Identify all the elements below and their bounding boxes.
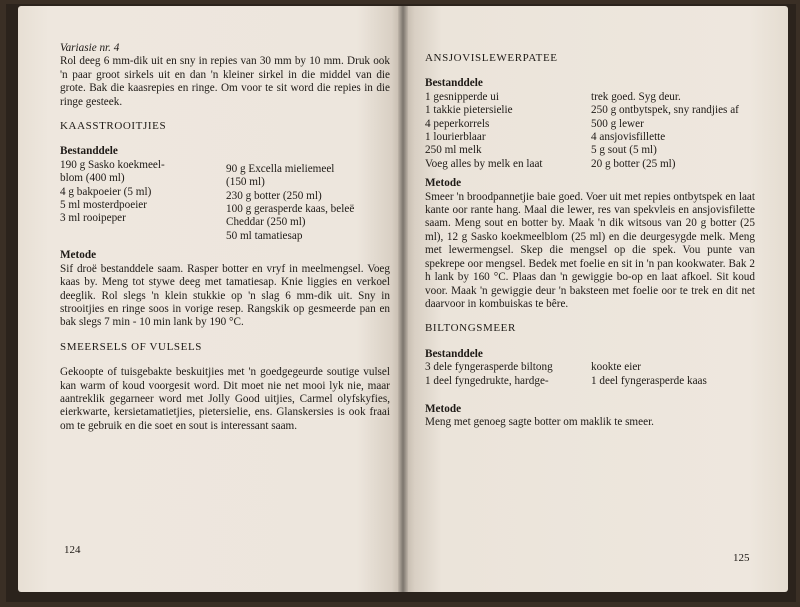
right-page — [403, 6, 788, 592]
ingredient-item: 1 gesnipperde ui — [425, 90, 499, 103]
section-title-smeersels: SMEERSELS OF VULSELS — [60, 340, 202, 353]
ingredient-item: kookte eier — [591, 361, 642, 374]
left-page-content — [60, 42, 390, 433]
ingredient-item: 3 dele fyngerasperde biltong — [425, 361, 553, 374]
method-text: Meng met genoeg sagte botter om maklik te smeer. — [425, 416, 654, 429]
ingredients-list — [60, 159, 390, 243]
variation-title: Variasie nr. 4 — [60, 42, 120, 54]
recipe-title-kaasstrooitjies: KAASSTROOITJIES — [60, 120, 167, 133]
section-text: Gekoopte of tuisgebakte beskuitjies met 'n goedgegeurde soutige vulsel kan warm of koud voorgesit word. Dit moet nie net mooi lyk nie, maar aantreklik gegarneer word met Jolly Good uitjies, Carmel olyfskyfies, eierkwarte, kersietamatietjies, pietersielie, ens. Glanskersies is ook fraai om te gebruik en die soet en sout is interessant saam. — [60, 366, 390, 432]
ingredient-item: (150 ml) — [226, 176, 265, 189]
ingredient-item: 100 g gerasperde kaas, beleë — [226, 203, 355, 216]
ingredient-item: 190 g Sasko koekmeel- — [60, 158, 165, 171]
ingredients-column-1 — [425, 361, 591, 388]
ingredient-item: 90 g Excella mieliemeel — [226, 162, 335, 175]
ingredients-column-2 — [591, 91, 739, 171]
left-page — [18, 6, 403, 592]
page-number-left: 124 — [64, 544, 81, 556]
ingredient-item: 4 g bakpoeier (5 ml) — [60, 185, 152, 198]
ingredients-heading: Bestanddele — [60, 145, 118, 158]
ingredient-item: 5 g sout (5 ml) — [591, 144, 657, 157]
ingredients-heading: Bestanddele — [425, 347, 483, 360]
ingredient-item: 250 g ontbytspek, sny randjies af — [591, 104, 739, 117]
variation-text: Rol deeg 6 mm-dik uit en sny in repies van 30 mm by 10 mm. Druk ook 'n paar groot sirkels uit en dan 'n kleiner sirkel in die middel van die grote. Bak die kaasrepies en ringe. Om voor te sit word die repies in die ringe gesteek. — [60, 55, 390, 108]
ingredient-item: 1 lourierblaar — [425, 131, 486, 144]
ingredients-column-2 — [591, 361, 707, 388]
ingredient-item: Voeg alles by melk en laat — [425, 157, 543, 170]
method-text: Sif droë bestanddele saam. Rasper botter en vryf in meelmengsel. Voeg kaas by. Meng tot stywe deeg met tamatiesap. Knie liggies en verkoel deeglik. Rol slegs 'n klein stukkie op 'n slag 6 mm-dik uit. Sny in strooitjies en ringe soos in vorige resep. Rangskik op gesmeerde pan en bak slegs 7 min - 10 min lank by 190 °C. — [60, 262, 390, 329]
method-heading: Metode — [60, 249, 97, 262]
spacer — [425, 388, 755, 397]
right-page-content — [425, 52, 755, 430]
ingredients-heading: Bestanddele — [425, 77, 483, 90]
ingredient-item: 230 g botter (250 ml) — [226, 189, 322, 202]
ingredients-column-1 — [60, 159, 226, 243]
method-text: Smeer 'n broodpannetjie baie goed. Voer uit met repies ontbytspek en laat kante oor rante hang. Maal die lewer, res van spekvleis en ansjovisfilette saam. Meng sout en botter by. Maak 'n dik witsous van 20 g botter (25 ml), 12 g Sasko koekmeelblom (25 ml) en die deurgesygde melk. Meng met lewermengsel. Skep die mengsel op die spek. Vou punte van spekrepe oor mengsel. Bedek met foelie en sit in 'n pan kookwater. Bak 2 h lank by 160 °C. Plaas dan 'n gewiggie bo-op en laat afkoel. Sit koud voor. Maak 'n gewiggie deur 'n baksteen met foelie oor te trek en dit net daarvoor in kombuiskas te bêre. — [425, 190, 755, 310]
ingredient-item: 50 ml tamatiesap — [226, 229, 303, 242]
ingredient-item: 1 deel fyngerasperde kaas — [591, 374, 707, 387]
book-gutter — [398, 6, 408, 592]
ingredient-item: blom (400 ml) — [60, 172, 125, 185]
ingredients-column-2 — [226, 159, 354, 243]
ingredient-item: 3 ml rooipeper — [60, 212, 126, 225]
ingredient-item: 4 ansjovisfillette — [591, 131, 666, 144]
ingredient-item: 1 takkie pietersielie — [425, 104, 513, 117]
ingredients-list — [425, 91, 755, 171]
ingredient-item: trek goed. Syg deur. — [591, 90, 681, 103]
page-number-right: 125 — [733, 552, 750, 564]
method-heading: Metode — [425, 402, 462, 415]
ingredients-column-1 — [425, 91, 591, 171]
recipe-title-biltongsmeer: BILTONGSMEER — [425, 322, 516, 335]
ingredient-item: 5 ml mosterdpoeier — [60, 199, 147, 212]
recipe-title-ansjovislewerpatee: ANSJOVISLEWERPATEE — [425, 52, 558, 64]
ingredient-item: 1 deel fyngedrukte, hardge- — [425, 374, 549, 387]
ingredient-item: 500 g lewer — [591, 117, 644, 130]
ingredient-item: 250 ml melk — [425, 144, 482, 157]
ingredient-item: 4 peperkorrels — [425, 117, 490, 130]
ingredient-item: 20 g botter (25 ml) — [591, 157, 676, 170]
method-heading: Metode — [425, 177, 462, 190]
ingredient-item: Cheddar (250 ml) — [226, 216, 306, 229]
ingredients-list — [425, 361, 755, 388]
